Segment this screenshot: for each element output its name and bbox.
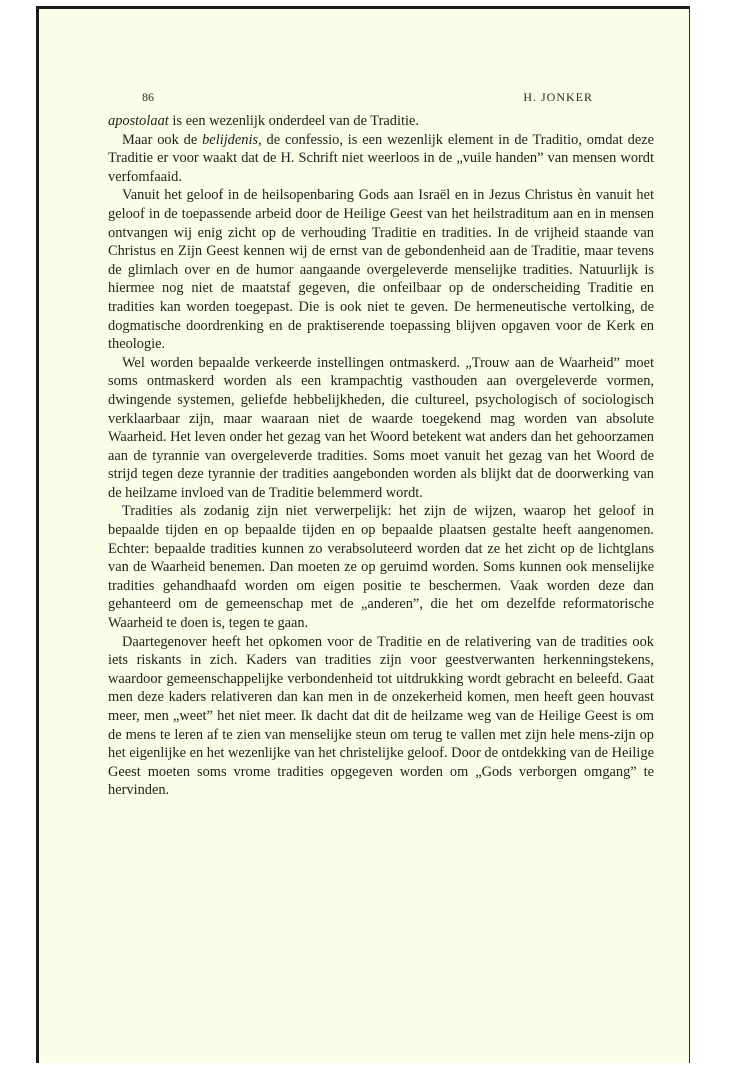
paragraph-text: is een wezenlijk onderdeel van de Traditie.: [168, 113, 419, 129]
emphasis: belijdenis,: [202, 131, 262, 148]
paragraph: [108, 131, 654, 187]
page-number: 86: [142, 90, 154, 104]
paragraph: Vanuit het geloof in de heilsopenbaring Gods aan Israël en in Jezus Christus èn vanuit het geloof in de toepassende arbeid door de Heilige Geest van het heilstraditum aan en in mensen ontvangen wij enig zicht op de verhouding Traditie en tradities. In de vrijheid staande van Christus en Zijn Geest kennen wij de ernst van de gebondenheid aan de Traditie, maar tevens de glimlach over en de humor aangaande overgeleverde menselijke tradities. Natuurlijk is hiermee nog niet de maatstaf gegeven, die onfeilbaar op de onderscheiding Traditie en tradities kan worden toegepast. Die is ook niet te geven. De hermeneutische vertolking, de dogmatische doordrenking en de praktiserende toepassing blijven opgaven voor de Kerk en theologie.: [108, 187, 654, 353]
emphasis: apostolaat: [108, 113, 169, 129]
paragraph: Daartegenover heeft het opkomen voor de Traditie en de relativering van de tradities ook iets riskants in zich. Kaders van tradities zijn voor geestverwanten herkenningstekens, waardoor gemeenschappelijke verbondenheid tot uitdrukking wordt gebracht en beleefd. Gaat men deze kaders relativeren dan kan men in de onzekerheid komen, men heeft geen houvast meer, men „weet” het niet meer. Ik dacht dat dit de heilzame weg van de Heilige Geest is om de mens te leren af te zien van menselijke steun om terug te vallen met zijn hele mens-zijn op het eigenlijke en het wezenlijke van het christelijke geloof. Door de ontdekking van de Heilige Geest moeten soms vrome tradities opgegeven worden om „Gods verborgen omgang” te hervinden.: [108, 633, 654, 799]
running-head-author: H. JONKER: [523, 90, 593, 104]
paragraph-text: Maar ook de: [122, 131, 203, 148]
page-header: [142, 90, 593, 110]
paragraph: Tradities als zodanig zijn niet verwerpelijk: het zijn de wijzen, waarop het geloof in bepaalde tijden en op bepaalde tijden en op bepaalde plaatsen gestalte heeft aangenomen. Echter: bepaalde tradities kunnen zo verabsoluteerd worden dat ze het zicht op de lichtglans van de Waarheid benemen. Dan moeten ze op geruimd worden. Soms kunnen ook menselijke tradities gehandhaafd worden om eigen positie te beschermen. Vaak worden deze dan gehanteerd om de gemeenschap met de „anderen”, die het om dezelfde reformatorische Waarheid te doen is, tegen te gaan.: [108, 503, 654, 632]
paragraph-text: de confessio, is een wezenlijk element in de Traditio, omdat deze Traditie er voor waakt dat de H. Schrift niet weerloos in de „vuile handen” van mensen wordt verfomfaaid.: [108, 131, 654, 185]
paragraph: [108, 112, 654, 131]
body-text: [108, 112, 654, 800]
paragraph: Wel worden bepaalde verkeerde instellingen ontmaskerd. „Trouw aan de Waarheid” moet soms ontmaskerd worden als een krampachtig vasthouden aan overgeleverde vormen, dwingende systemen, geliefde hebbelijkheden, die cultureel, psychologisch of sociologisch verklaarbaar zijn, maar waaraan niet de waarde toegekend mag worden van absolute Waarheid. Het leven onder het gezag van het Woord betekent wat anders dan het gehoorzamen aan de tyrannie van overgeleverde tradities. Soms moet vanuit het gezag van het Woord de strijd tegen deze tyrannie der tradities aangebonden worden als blijkt dat de doorwerking van de heilzame invloed van de Traditie belemmerd wordt.: [108, 354, 654, 501]
